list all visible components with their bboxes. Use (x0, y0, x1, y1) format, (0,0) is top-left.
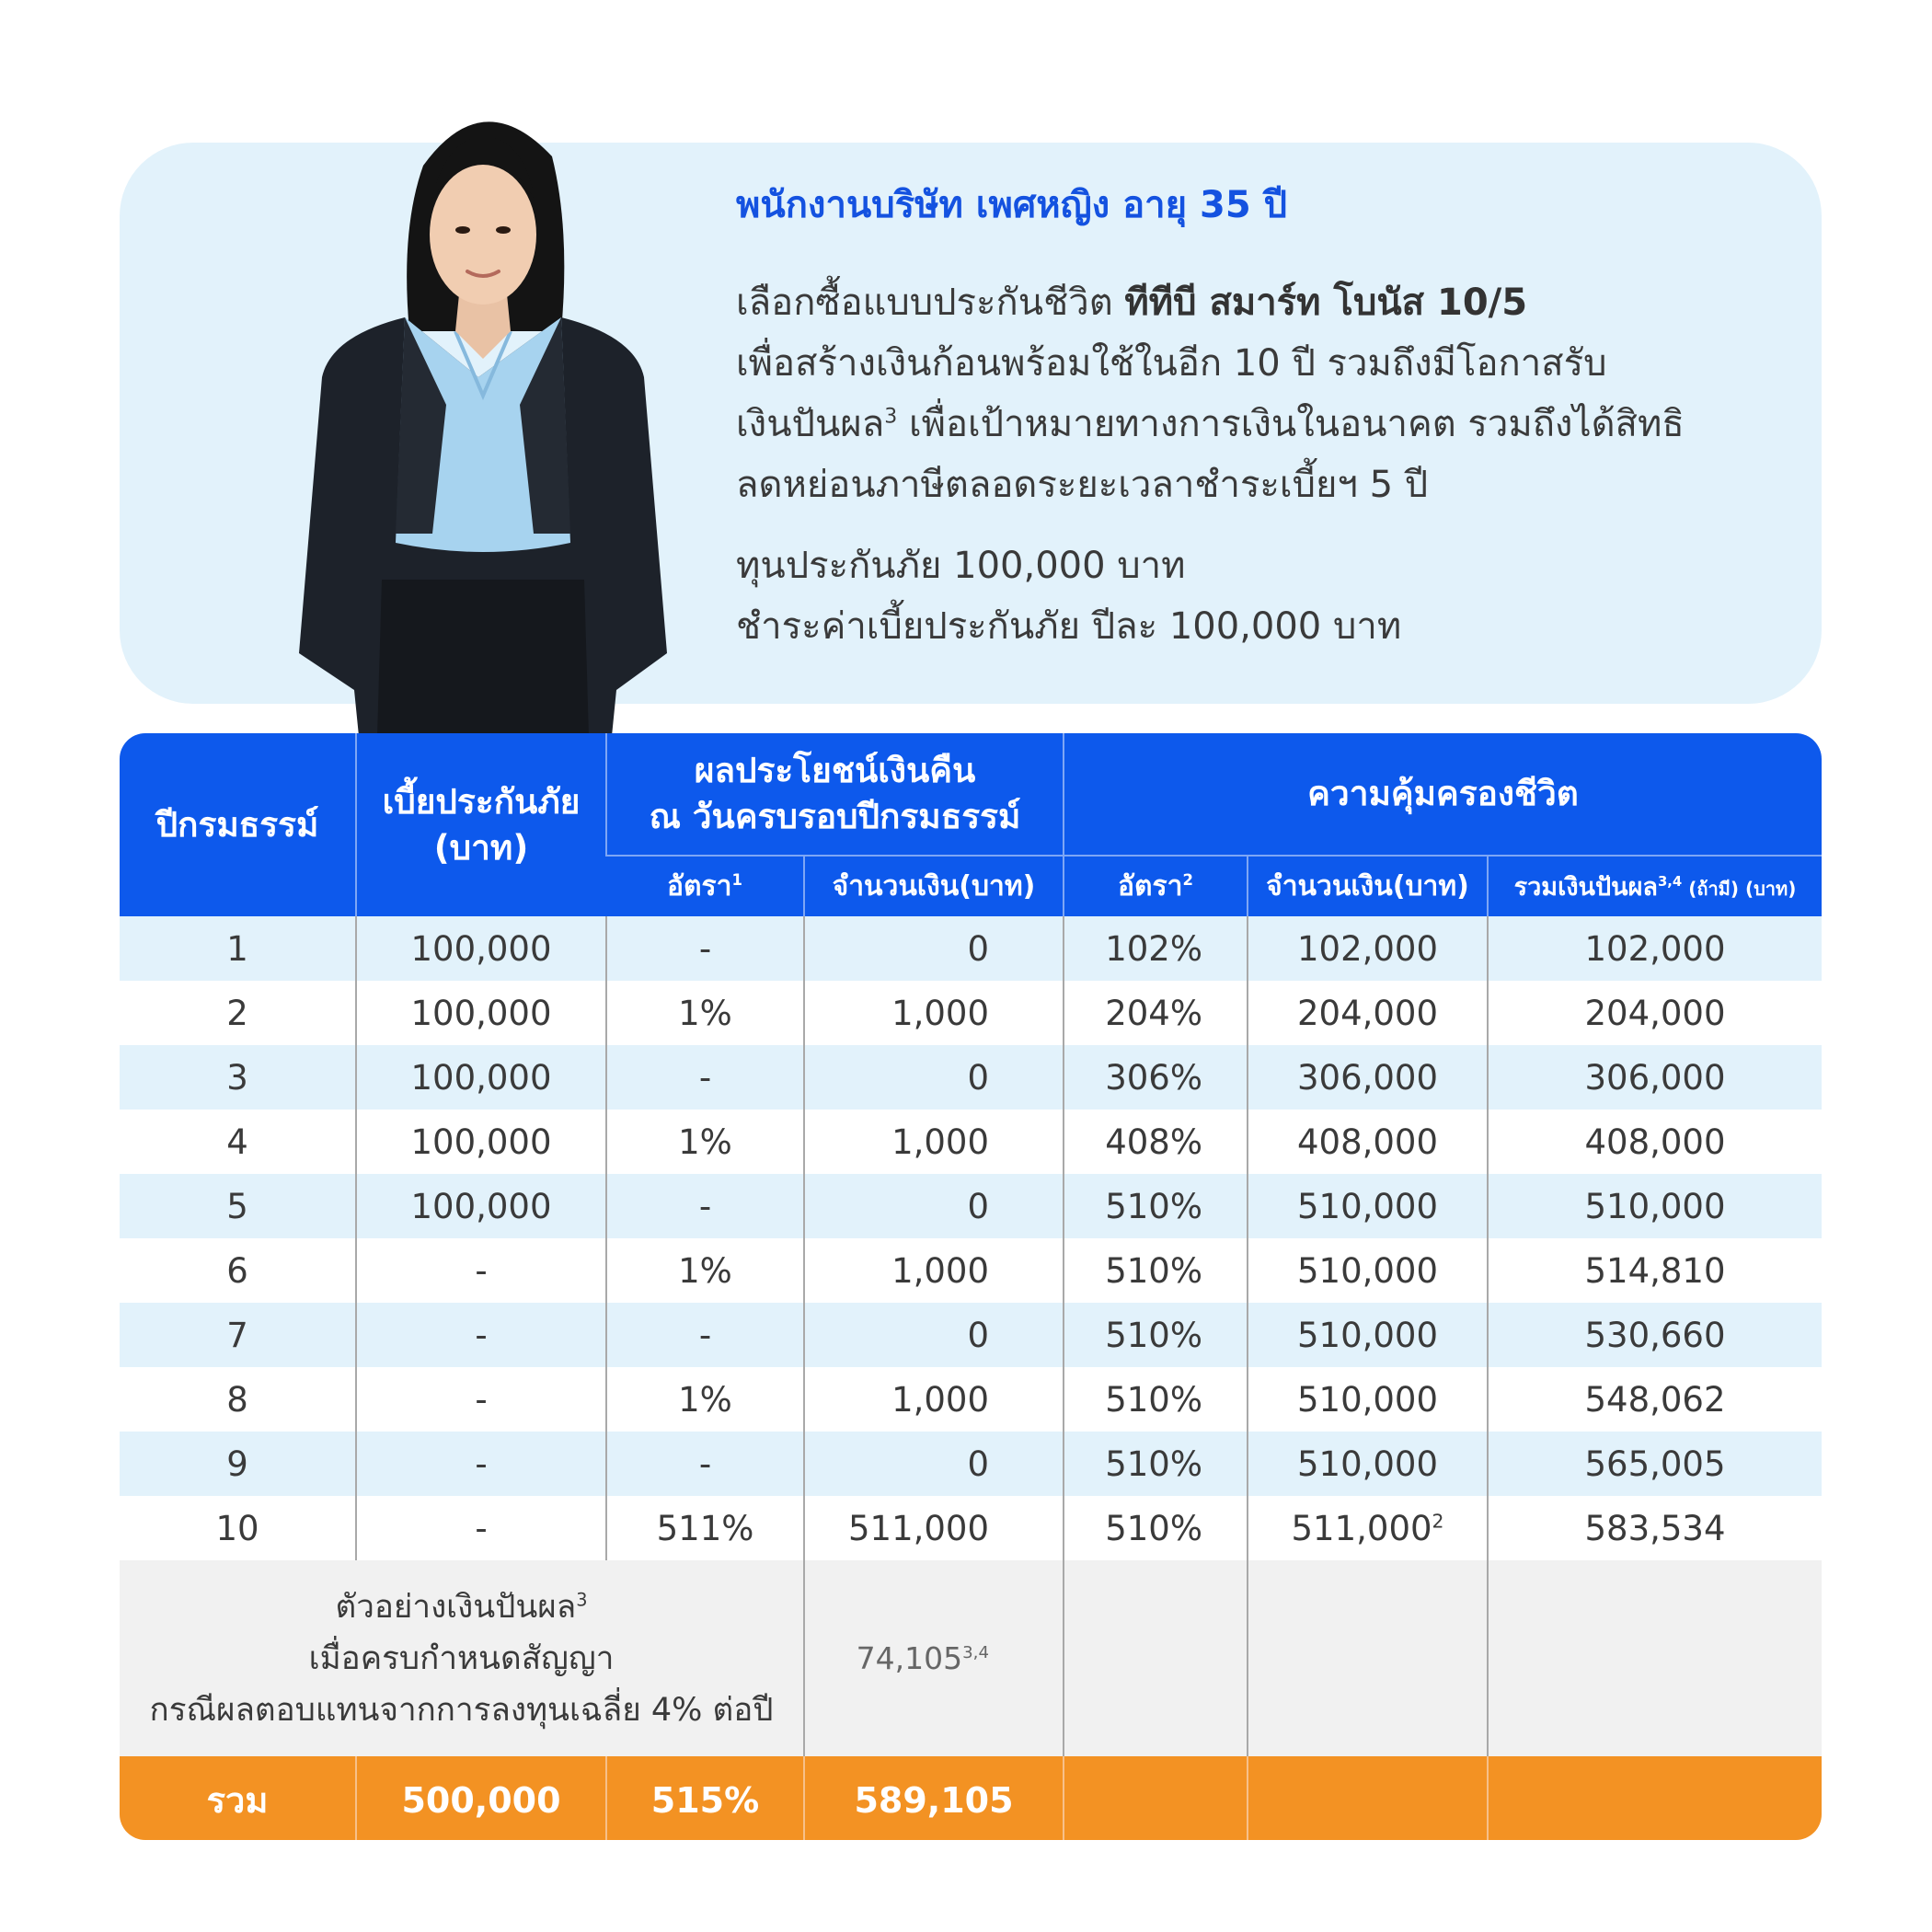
header-policy-year: ปีกรมธรรม์ (120, 733, 356, 916)
footnote-ref: 2 (1182, 871, 1193, 889)
empty-cell (1248, 1560, 1488, 1756)
note-value: 74,105 (856, 1639, 963, 1676)
header-life-rate (1064, 856, 1248, 916)
cash-rate-cell (606, 1303, 804, 1367)
table-row (120, 1303, 1822, 1367)
total-label: รวม (120, 1756, 356, 1840)
cash-rate-cell-value: 1% (678, 1250, 732, 1291)
total-dividend-cell (1488, 1174, 1822, 1238)
cash-amount-cell (804, 1045, 1064, 1110)
total-dividend-cell-value: 204,000 (1584, 993, 1726, 1033)
life-rate-cell-value: 510% (1105, 1508, 1202, 1548)
footnote-ref: 3,4 (962, 1642, 989, 1662)
policy-year-cell-value: 5 (226, 1186, 248, 1226)
cash-amount-cell (804, 1110, 1064, 1174)
cash-rate-cell (606, 1045, 804, 1110)
footnote-ref: 3,4 (1657, 873, 1683, 890)
cash-rate-cell-value: - (698, 1057, 712, 1098)
empty-cell (1064, 1560, 1248, 1756)
table-row (120, 1045, 1822, 1110)
cash-amount-cell (804, 916, 1064, 981)
profile-paragraph (736, 272, 1794, 515)
cash-amount-cell (804, 1174, 1064, 1238)
life-amount-cell-value: 511,000 (1291, 1508, 1432, 1548)
total-dividend-cell (1488, 1496, 1822, 1560)
life-amount-cell (1248, 1432, 1488, 1496)
coverage-info (736, 535, 1794, 657)
header-life-cover: ความคุ้มครองชีวิต (1064, 733, 1822, 856)
life-amount-cell (1248, 1045, 1488, 1110)
total-dividend-cell-value: 306,000 (1584, 1057, 1726, 1098)
life-rate-cell (1064, 1174, 1248, 1238)
cash-amount-cell (804, 1432, 1064, 1496)
premium-cell (356, 1174, 606, 1238)
total-amount: 589,105 (804, 1756, 1064, 1840)
life-rate-cell (1064, 1303, 1248, 1367)
premium-cell (356, 981, 606, 1045)
cash-rate-cell (606, 1110, 804, 1174)
policy-year-cell (120, 1238, 356, 1303)
woman-portrait-illustration (294, 101, 672, 736)
life-amount-cell (1248, 1496, 1488, 1560)
cash-amount-cell (804, 1496, 1064, 1560)
profile-title: พนักงานบริษัท เพศหญิง อายุ 35 ปี (736, 184, 1287, 226)
cash-rate-cell-value: 1% (678, 1121, 732, 1162)
premium-cell (356, 1110, 606, 1174)
empty-cell (1488, 1756, 1822, 1840)
total-dividend-cell-value: 548,062 (1584, 1379, 1726, 1420)
header-life-amount: จำนวนเงิน(บาท) (1248, 856, 1488, 916)
premium-cell (356, 1432, 606, 1496)
cash-amount-cell (804, 981, 1064, 1045)
policy-year-cell (120, 916, 356, 981)
cash-amount-cell-value: 1,000 (891, 1379, 989, 1420)
life-rate-cell (1064, 1110, 1248, 1174)
life-rate-cell-value: 510% (1105, 1379, 1202, 1420)
footnote-ref: 1 (731, 871, 742, 889)
total-dividend-cell (1488, 1367, 1822, 1432)
note-line-1: ตัวอย่างเงินปันผล (335, 1588, 577, 1626)
table-row (120, 1174, 1822, 1238)
table-row (120, 1496, 1822, 1560)
note-line-3: กรณีผลตอบแทนจากการลงทุนเฉลี่ย 4% ต่อปี (149, 1691, 774, 1729)
life-amount-cell (1248, 1303, 1488, 1367)
cash-amount-cell-value: 0 (967, 1315, 989, 1355)
empty-cell (1248, 1756, 1488, 1840)
total-dividend-cell (1488, 1110, 1822, 1174)
total-dividend-cell-value: 583,534 (1584, 1508, 1726, 1548)
total-rate: 515% (606, 1756, 804, 1840)
cash-rate-cell (606, 1496, 804, 1560)
policy-year-cell-value: 9 (226, 1443, 248, 1484)
life-amount-cell-value: 306,000 (1296, 1057, 1438, 1098)
header-cash-amount: จำนวนเงิน(บาท) (804, 856, 1064, 916)
life-amount-cell-value: 510,000 (1296, 1379, 1438, 1420)
cash-amount-cell (804, 1303, 1064, 1367)
premium-cell (356, 1045, 606, 1110)
total-dividend-cell (1488, 1045, 1822, 1110)
life-rate-cell-value: 510% (1105, 1250, 1202, 1291)
life-amount-cell-value: 408,000 (1296, 1121, 1438, 1162)
cash-rate-cell-value: 511% (656, 1508, 754, 1548)
footnote-ref: 2 (1432, 1510, 1444, 1533)
policy-year-cell (120, 1303, 356, 1367)
cash-rate-cell (606, 981, 804, 1045)
life-rate-cell (1064, 1432, 1248, 1496)
cash-rate-cell (606, 1174, 804, 1238)
total-dividend-cell (1488, 981, 1822, 1045)
life-amount-cell (1248, 1174, 1488, 1238)
life-amount-cell-value: 510,000 (1296, 1443, 1438, 1484)
header-premium-l2: (บาท) (433, 827, 529, 868)
cash-amount-cell-value: 0 (967, 1443, 989, 1484)
life-rate-cell-value: 306% (1105, 1057, 1202, 1098)
total-dividend-cell-value: 510,000 (1584, 1186, 1726, 1226)
header-total-div-label: รวมเงินปันผล (1513, 873, 1658, 902)
header-life-rate-label: อัตรา (1118, 870, 1183, 903)
cash-rate-cell-value: - (698, 1443, 712, 1484)
total-premium: 500,000 (356, 1756, 606, 1840)
header-cash-rate-label: อัตรา (667, 870, 732, 903)
life-amount-cell-value: 510,000 (1296, 1250, 1438, 1291)
total-dividend-cell-value: 565,005 (1584, 1443, 1726, 1484)
paragraph-prefix: เลือกซื้อแบบประกันชีวิต (736, 282, 1125, 324)
profile-description (736, 175, 1794, 657)
life-rate-cell (1064, 981, 1248, 1045)
footnote-ref: 3 (884, 405, 898, 429)
header-cash-l2: ณ วันครบรอบปีกรมธรรม์ (649, 797, 1021, 836)
life-rate-cell (1064, 1238, 1248, 1303)
policy-year-cell (120, 1045, 356, 1110)
total-dividend-cell (1488, 1303, 1822, 1367)
total-dividend-cell (1488, 1238, 1822, 1303)
life-rate-cell-value: 510% (1105, 1443, 1202, 1484)
header-premium (356, 733, 606, 916)
life-rate-cell (1064, 1367, 1248, 1432)
total-dividend-cell (1488, 916, 1822, 981)
footnote-ref: 3 (576, 1588, 588, 1610)
life-amount-cell-value: 204,000 (1296, 993, 1438, 1033)
total-dividend-cell-value: 408,000 (1584, 1121, 1726, 1162)
premium-cell-value: 100,000 (410, 1057, 552, 1098)
paragraph-line-4: ลดหย่อนภาษีตลอดระยะเวลาชำระเบี้ยฯ 5 ปี (736, 464, 1429, 506)
dividend-example-label (120, 1560, 804, 1756)
header-premium-l1: เบี้ยประกันภัย (382, 781, 581, 822)
life-amount-cell (1248, 1238, 1488, 1303)
total-dividend-cell-value: 530,660 (1584, 1315, 1726, 1355)
policy-year-cell-value: 3 (226, 1057, 248, 1098)
header-total-div-suffix: (ถ้ามี) (บาท) (1682, 878, 1797, 900)
life-amount-cell (1248, 981, 1488, 1045)
premium-cell-value: 100,000 (410, 1186, 552, 1226)
policy-year-cell-value: 4 (226, 1121, 248, 1162)
premium-cell (356, 916, 606, 981)
table-row (120, 1238, 1822, 1303)
cash-amount-cell-value: 0 (967, 1057, 989, 1098)
premium-cell (356, 1496, 606, 1560)
cash-amount-cell-value: 1,000 (891, 1121, 989, 1162)
premium-cell (356, 1303, 606, 1367)
premium-cell-value: - (475, 1379, 488, 1420)
life-amount-cell-value: 102,000 (1296, 928, 1438, 969)
premium-cell-value: - (475, 1443, 488, 1484)
policy-year-cell (120, 981, 356, 1045)
paragraph-line-3b: เพื่อเป้าหมายทางการเงินในอนาคต รวมถึงได้สิทธิ (897, 403, 1685, 445)
premium-cell-value: 100,000 (410, 993, 552, 1033)
empty-cell (1488, 1560, 1822, 1756)
policy-year-cell-value: 2 (226, 993, 248, 1033)
premium-cell (356, 1367, 606, 1432)
premium-cell (356, 1238, 606, 1303)
cash-amount-cell-value: 0 (967, 1186, 989, 1226)
premium-cell-value: 100,000 (410, 1121, 552, 1162)
life-rate-cell-value: 102% (1105, 928, 1202, 969)
life-rate-cell-value: 510% (1105, 1186, 1202, 1226)
total-dividend-cell-value: 514,810 (1584, 1250, 1726, 1291)
table-row (120, 1110, 1822, 1174)
policy-year-cell-value: 8 (226, 1379, 248, 1420)
policy-year-cell-value: 7 (226, 1315, 248, 1355)
empty-cell (1064, 1756, 1248, 1840)
policy-year-cell (120, 1432, 356, 1496)
life-amount-cell (1248, 1367, 1488, 1432)
cash-rate-cell-value: - (698, 1315, 712, 1355)
premium-cell-value: - (475, 1315, 488, 1355)
cash-amount-cell-value: 0 (967, 928, 989, 969)
cash-amount-cell-value: 1,000 (891, 1250, 989, 1291)
cash-amount-cell-value: 1,000 (891, 993, 989, 1033)
sum-insured: ทุนประกันภัย 100,000 บาท (736, 545, 1186, 587)
cash-rate-cell (606, 1432, 804, 1496)
policy-year-cell (120, 1174, 356, 1238)
policy-year-cell (120, 1110, 356, 1174)
life-amount-cell-value: 510,000 (1296, 1315, 1438, 1355)
life-amount-cell (1248, 1110, 1488, 1174)
header-cash-benefit (606, 733, 1064, 856)
premium-per-year: ชำระค่าเบี้ยประกันภัย ปีละ 100,000 บาท (736, 605, 1402, 648)
policy-year-cell-value: 1 (226, 928, 248, 969)
cash-rate-cell (606, 916, 804, 981)
total-row (120, 1756, 1822, 1840)
cash-rate-cell-value: 1% (678, 993, 732, 1033)
premium-cell-value: - (475, 1508, 488, 1548)
cash-amount-cell (804, 1238, 1064, 1303)
table-row (120, 1367, 1822, 1432)
table-row (120, 1432, 1822, 1496)
policy-year-cell-value: 6 (226, 1250, 248, 1291)
cash-amount-cell (804, 1367, 1064, 1432)
life-amount-cell-value: 510,000 (1296, 1186, 1438, 1226)
policy-year-cell (120, 1496, 356, 1560)
premium-cell-value: - (475, 1250, 488, 1291)
header-cash-rate (606, 856, 804, 916)
cash-rate-cell (606, 1367, 804, 1432)
total-dividend-cell-value: 102,000 (1584, 928, 1726, 969)
life-rate-cell-value: 204% (1105, 993, 1202, 1033)
cash-amount-cell-value: 511,000 (847, 1508, 989, 1548)
table-row (120, 916, 1822, 981)
cash-rate-cell (606, 1238, 804, 1303)
note-line-2: เมื่อครบกำหนดสัญญา (308, 1639, 615, 1677)
table-row (120, 981, 1822, 1045)
plan-name: ทีทีบี สมาร์ท โบนัส 10/5 (1124, 282, 1528, 324)
policy-year-cell (120, 1367, 356, 1432)
header-total-dividend (1488, 856, 1822, 916)
benefit-table (120, 733, 1822, 1840)
premium-cell-value: 100,000 (410, 928, 552, 969)
cash-rate-cell-value: 1% (678, 1379, 732, 1420)
benefit-table-container (120, 733, 1822, 1840)
cash-rate-cell-value: - (698, 1186, 712, 1226)
life-rate-cell-value: 408% (1105, 1121, 1202, 1162)
header-cash-l1: ผลประโยชน์เงินคืน (694, 751, 976, 790)
life-rate-cell (1064, 1045, 1248, 1110)
life-amount-cell (1248, 916, 1488, 981)
life-rate-cell (1064, 916, 1248, 981)
total-dividend-cell (1488, 1432, 1822, 1496)
paragraph-line-2: เพื่อสร้างเงินก้อนพร้อมใช้ในอีก 10 ปี รวมถึงมีโอกาสรับ (736, 342, 1607, 385)
life-rate-cell (1064, 1496, 1248, 1560)
cash-rate-cell-value: - (698, 928, 712, 969)
dividend-example-row (120, 1560, 1822, 1756)
policy-year-cell-value: 10 (215, 1508, 259, 1548)
dividend-example-value (804, 1560, 1064, 1756)
life-rate-cell-value: 510% (1105, 1315, 1202, 1355)
paragraph-line-3a: เงินปันผล (736, 403, 885, 445)
